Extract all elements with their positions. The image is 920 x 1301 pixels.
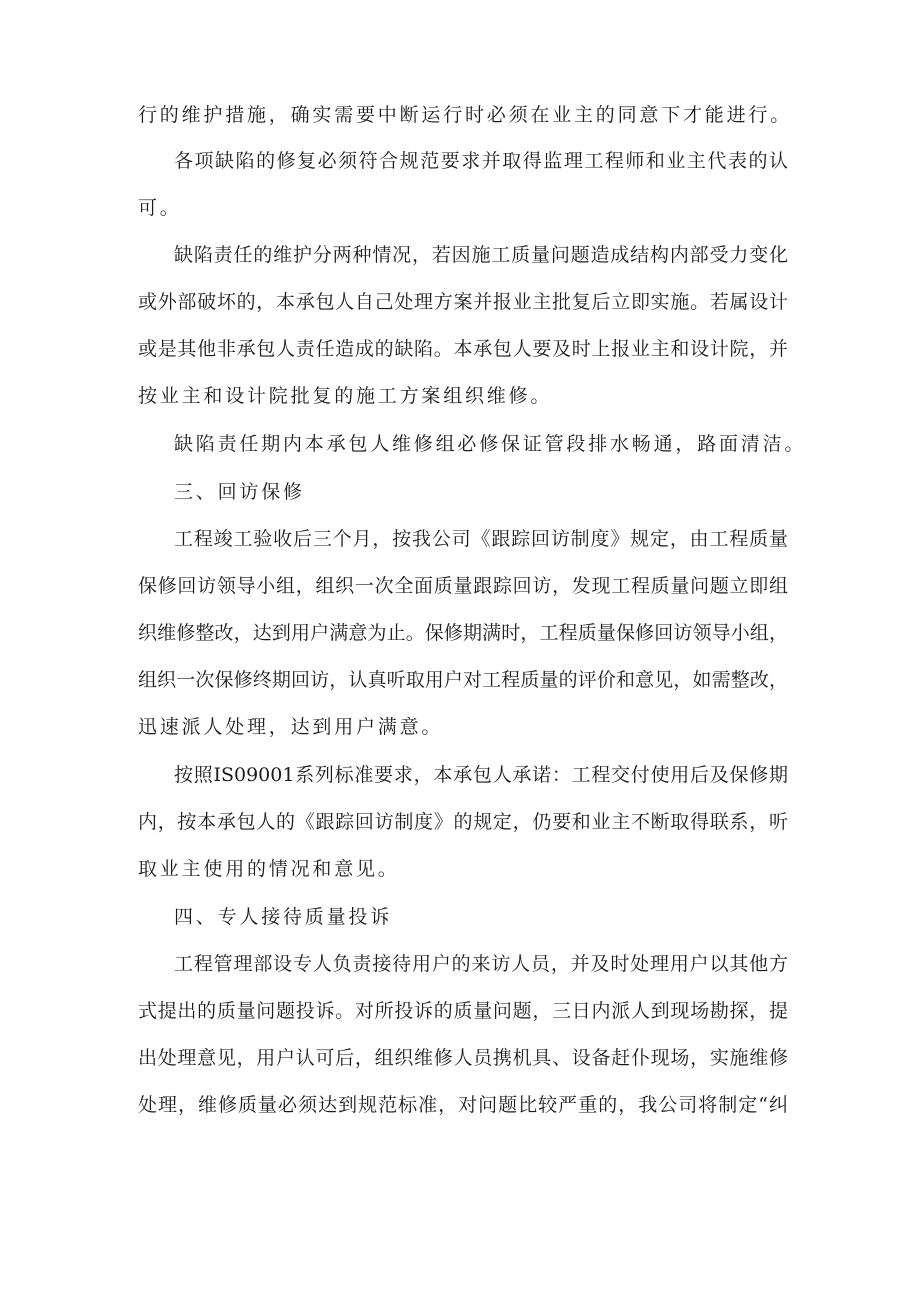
text-line: 工程管理部设专人负责接待用户的来访人员，并及时处理用户以其他方 — [174, 953, 788, 975]
text-line: 出处理意见，用户认可后，组织维修人员携机具、设备赶仆现场，实施维修 — [138, 1047, 788, 1069]
text-line: 各项缺陷的修复必须符合规范要求并取得监理工程师和业主代表的认 — [174, 150, 788, 172]
text-line: 处理，维修质量必须达到规范标准，对问题比较严重的，我公司将制定“纠 — [138, 1094, 788, 1116]
section-heading: 三、回访保修 — [174, 481, 305, 503]
text-line: 保修回访领导小组，组织一次全面质量跟踪回访，发现工程质量问题立即组 — [138, 575, 788, 597]
text-line: 组织一次保修终期回访，认真听取用户对工程质量的评价和意见，如需整改， — [138, 669, 788, 691]
text-line: 取业主使用的情况和意见。 — [138, 858, 400, 880]
text-line: 工程竣工验收后三个月，按我公司《跟踪回访制度》规定，由工程质量 — [174, 528, 788, 550]
text-line: 织维修整改，达到用户满意为止。保修期满时，工程质量保修回访领导小组， — [138, 622, 788, 644]
text-line: 行的维护措施，确实需要中断运行时必须在业主的同意下才能进行。 — [138, 104, 793, 126]
text-line: 或外部破坏的，本承包人自己处理方案并报业主批复后立即实施。若属设计 — [138, 291, 788, 313]
text-line: 或是其他非承包人责任造成的缺陷。本承包人要及时上报业主和设计院，并 — [138, 338, 788, 360]
text-line: 缺陷责任期内本承包人维修组必修保证管段排水畅通，路面清洁。 — [174, 433, 807, 455]
section-heading: 四、专人接待质量投诉 — [174, 906, 393, 928]
text-line: 式提出的质量问题投诉。对所投诉的质量问题，三日内派人到现场勘探，提 — [138, 1000, 788, 1022]
text-line: 按业主和设计院批复的施工方案组织维修。 — [138, 385, 553, 407]
text-line: 迅速派人处理，达到用户满意。 — [138, 716, 444, 738]
text-line: 缺陷责任的维护分两种情况，若因施工质量问题造成结构内部受力变化 — [174, 244, 788, 266]
text-line: 可。 — [138, 197, 182, 219]
text-line: 内，按本承包人的《跟踪回访制度》的规定，仍要和业主不断取得联系，听 — [138, 811, 788, 833]
text-line: 按照IS09001系列标准要求，本承包人承诺：工程交付使用后及保修期 — [174, 764, 788, 786]
